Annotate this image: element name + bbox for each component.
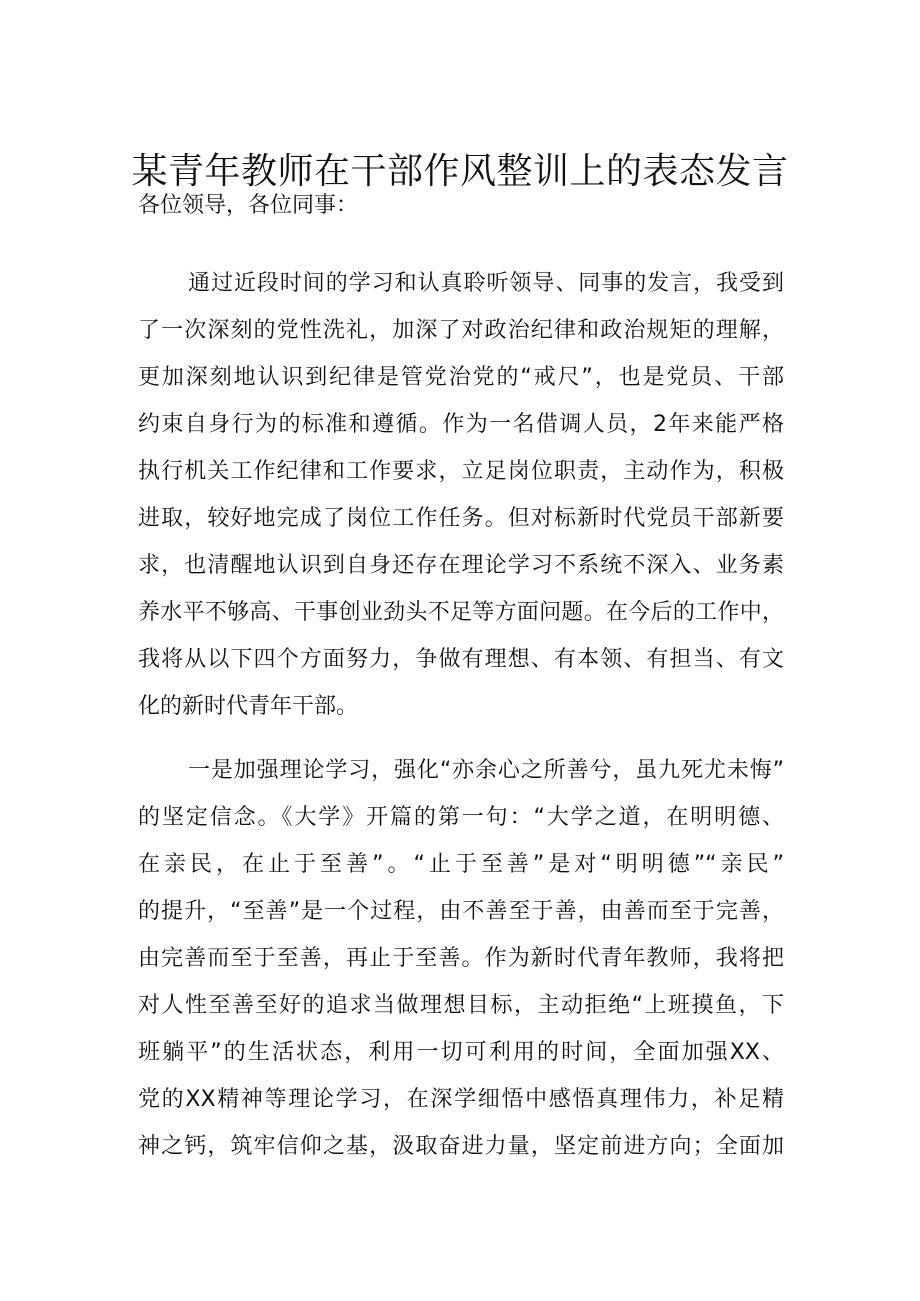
- paragraph-line: 对人性至善至好的追求当做理想目标，主动拒绝“上班摸鱼，下: [138, 993, 784, 1018]
- paragraph-line: 进取，较好地完成了岗位工作任务。但对标新时代党员干部新要: [138, 506, 784, 531]
- paragraph-line: 党的XX精神等理论学习，在深学细悟中感悟真理伟力，补足精: [138, 1087, 784, 1112]
- paragraph-line: 我将从以下四个方面努力，争做有理想、有本领、有担当、有文: [138, 647, 784, 672]
- paragraph-line: 化的新时代青年干部。: [138, 694, 359, 719]
- paragraph-line: 的提升，“至善”是一个过程，由不善至于善，由善而至于完善，: [138, 899, 784, 924]
- paragraph-line: 班躺平”的生活状态，利用一切可利用的时间，全面加强XX、: [138, 1040, 784, 1065]
- paragraph-line: 神之钙，筑牢信仰之基，汲取奋进力量，坚定前进方向；全面加: [138, 1134, 784, 1159]
- paragraph-line: 在亲民，在止于至善”。“止于至善”是对“明明德”“亲民”: [138, 852, 784, 877]
- document-title: 某青年教师在干部作风整训上的表态发言: [131, 151, 789, 192]
- paragraph-line: 了一次深刻的党性洗礼，加深了对政治纪律和政治规矩的理解，: [138, 318, 784, 343]
- paragraph-line: 求，也清醒地认识到自身还存在理论学习不系统不深入、业务素: [138, 553, 784, 578]
- paragraph-line: 执行机关工作纪律和工作要求，立足岗位职责，主动作为，积极: [138, 459, 784, 484]
- salutation: 各位领导，各位同事：: [138, 193, 359, 218]
- paragraph-line: 更加深刻地认识到纪律是管党治党的“戒尺”，也是党员、干部: [138, 365, 785, 390]
- paragraph-line: 的坚定信念。《大学》开篇的第一句：“大学之道，在明明德、: [138, 805, 784, 830]
- paragraph-line: 养水平不够高、干事创业劲头不足等方面问题。在今后的工作中，: [138, 600, 784, 625]
- paragraph-line: 约束自身行为的标准和遵循。作为一名借调人员，2年来能严格: [138, 412, 784, 437]
- paragraph-line: 一是加强理论学习，强化“亦余心之所善兮，虽九死尤未悔”: [188, 758, 784, 783]
- paragraph-line: 通过近段时间的学习和认真聆听领导、同事的发言，我受到: [188, 271, 784, 296]
- paragraph-line: 由完善而至于至善，再止于至善。作为新时代青年教师，我将把: [138, 946, 784, 971]
